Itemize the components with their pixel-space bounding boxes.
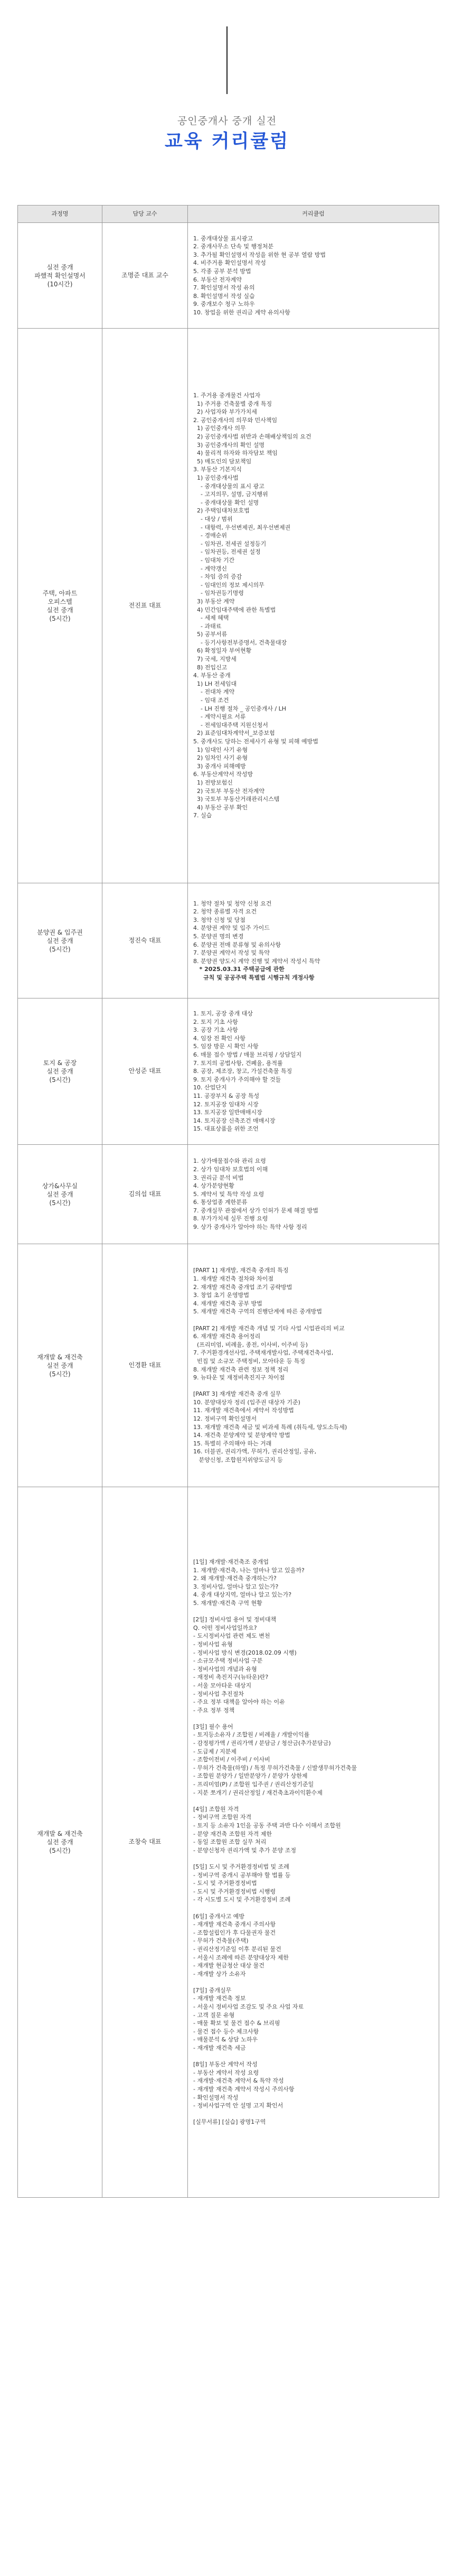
curriculum-line: 6. 부동산 전자계약 (193, 276, 242, 283)
curriculum-line: - 감정평가액 / 권리가액 / 분담금 / 청산금(추가분담금) (193, 1740, 331, 1747)
curriculum-line: - 차임 증의 증감 (193, 573, 242, 581)
curriculum-line: * 2025.03.31 주택공급에 관한 (193, 966, 285, 973)
header-curriculum: 커리큘럼 (188, 206, 439, 223)
curriculum-line: 9. 상가 중개사가 알아야 하는 특약 사항 정리 (193, 1224, 307, 1231)
course-name-line: 분양권 & 입주권 (37, 928, 83, 936)
curriculum-line (193, 1714, 434, 1723)
curriculum-line: 6. 통상업종 계한분류 (193, 1199, 248, 1206)
curriculum-line: 1) 임대인 사기 유형 (193, 746, 248, 753)
course-name-line: 재개발 & 재건축 (37, 1353, 83, 1361)
curriculum-line: 4. 비주거용 확인설명서 작성 (193, 259, 266, 267)
curriculum-line: 11. 재개발 재건축에서 계약서 작성방법 (193, 1407, 294, 1414)
course-name-line: 파했적 확인설명서 (34, 272, 86, 279)
curriculum-line: - 임대차 기간 (193, 556, 235, 564)
curriculum-line: 6. 부동산계약서 작성방 (193, 771, 253, 778)
curriculum-line: 15. 대표상품을 위한 조언 (193, 1125, 259, 1133)
curriculum-line: 6. 매물 접수 방법 / 매물 브리핑 / 상담일지 (193, 1051, 302, 1059)
curriculum-line: 1. 주거용 중개물건 사업자 (193, 392, 261, 399)
table-body (18, 223, 439, 2198)
curriculum-line: - 토지 등 소유자 1인을 공동 주택 과반 다수 이해서 조합원 (193, 1822, 341, 1830)
course-name-line: 실전 중개 (46, 937, 73, 945)
curriculum-line: [PART 3] 재개발 재건축 중개 실무 (193, 1390, 281, 1398)
curriculum-line (193, 2052, 434, 2061)
curriculum-line: 8. 재개발 재건축 관련 정보 정책 정리 (193, 1366, 289, 1373)
curriculum-line: 1. 상가매물접수와 관리 요령 (193, 1158, 266, 1165)
curriculum-line: 1) 공인중개사법 (193, 474, 239, 481)
curriculum-line (193, 1854, 434, 1863)
curriculum-line (193, 2110, 434, 2118)
curriculum-line: 3) 공인중개사의 확인 설명 (193, 441, 265, 449)
curriculum-line: - 재개발 상가 소유자 (193, 1970, 246, 1977)
curriculum-line: - 주요 정부 대책을 알아야 하는 이유 (193, 1698, 285, 1706)
curriculum-line: 7. 주거환경개선사업, 주택재개발사업, 주택재건축사업, (193, 1349, 334, 1357)
curriculum-line: - 서울시 조례에 따른 분양대상자 제한 (193, 1954, 289, 1961)
curriculum-line: 1) 공인중개사 의무 (193, 425, 246, 432)
curriculum-line: 3. 정비사업, 얼마나 알고 있는가? (193, 1583, 279, 1590)
curriculum-line: - 재개발 재건축 중개시 주의사항 (193, 1921, 276, 1928)
curriculum-line: - 정비사업 추진절차 (193, 1690, 244, 1697)
curriculum-line: - 권리산정기준일 이후 분리된 물건 (193, 1945, 281, 1953)
curriculum-line: 3. 부동산 기본지식 (193, 466, 242, 473)
course-name-line: 상가&사무실 (42, 1182, 78, 1190)
curriculum-line: 4. 재개발 재건축 공부 방법 (193, 1300, 262, 1307)
curriculum-line: 2. 공인중개사의 의무와 민사책임 (193, 416, 278, 424)
curriculum-line: 4. 상가분양현황 (193, 1182, 234, 1190)
course-name-cell (18, 329, 102, 883)
curriculum-line: 2) 표준임대차계약서_보증보험 (193, 730, 275, 737)
curriculum-line: 2) 국토부 부동산 전자계약 (193, 787, 265, 795)
curriculum-line: 5. 분양권 명의 변경 (193, 932, 244, 940)
curriculum-line: 2) 임차인 사기 유형 (193, 754, 248, 762)
curriculum-line: 3. 창업 초기 운영방법 (193, 1292, 249, 1299)
header-subtitle: 공인중개사 중개 실전 (177, 115, 277, 127)
curriculum-line: 11. 공장부지 & 공장 특성 (193, 1092, 260, 1099)
table-row (18, 329, 439, 883)
curriculum-line: 7) 국세, 지방세 (193, 656, 237, 663)
curriculum-line: - 재개발 재건축 정보 (193, 1995, 246, 2002)
curriculum-line: - 매물분석 & 상담 노하우 (193, 2036, 258, 2043)
table-row (18, 1487, 439, 2198)
curriculum-line: 1. 청약 절차 및 청약 신청 요건 (193, 900, 272, 907)
curriculum-line: 10. 분양대상자 정리 (입주권 대상자 기준) (193, 1398, 300, 1406)
curriculum-line: [6일] 중개사고 예방 (193, 1912, 244, 1920)
curriculum-line: 7. 토지의 공법사항, 건폐율, 용적률 (193, 1059, 283, 1067)
curriculum-line: - 소규모주택 정비사업 구분 (193, 1657, 263, 1665)
curriculum-line: 4. 부동산 중개 (193, 672, 231, 679)
curriculum-line: [8일] 부동산 계약서 작성 (193, 2061, 258, 2068)
curriculum-line: 5. 중개사도 당하는 전세사기 유형 및 피해 예방법 (193, 738, 318, 745)
curriculum-line: 2. 왜 재개발·재건축 중개하는가? (193, 1575, 277, 1582)
curriculum-line: 8. 분양권 양도시 계약 진행 및 계약서 작성시 특약 (193, 957, 320, 965)
curriculum-line: 4) 부동산 공부 확인 (193, 804, 248, 811)
curriculum-line: 15. 특별히 주의해야 하는 거래 (193, 1440, 272, 1447)
course-name-line: 실전 중개 (46, 1190, 73, 1198)
curriculum-line: 10. 창업을 위한 권리금 계약 유의사항 (193, 309, 290, 316)
curriculum-line: 1. 중개대상물 표시광고 (193, 235, 253, 242)
curriculum-line: 7. 실습 (193, 812, 212, 819)
professor-cell: 정진숙 대표 (102, 883, 188, 998)
curriculum-line: - 부동산 계약서 작성 요령 (193, 2069, 259, 2076)
curriculum-line: 빈집 및 소규모 주택정비, 모아타운 등 특징 (193, 1357, 306, 1365)
course-name-cell (18, 1487, 102, 2198)
curriculum-line: [실무서류] [실습] 광명1구역 (193, 2118, 266, 2126)
curriculum-line: - 정비사업의 개념과 유형 (193, 1665, 257, 1673)
curriculum-line: - 계약시필요 서류 (193, 713, 246, 721)
professor-cell: 인경환 대표 (102, 1244, 188, 1487)
curriculum-line: 5. 계약서 및 특약 작성 요령 (193, 1190, 264, 1198)
curriculum-line: [2일] 정비사업 용어 및 정비대책 (193, 1616, 277, 1623)
curriculum-line: 8. 공장, 제조장, 창고, 가설건축물 특징 (193, 1068, 292, 1075)
curriculum-line: - 등기사항전부증명서, 건축물대장 (193, 639, 287, 646)
curriculum-line (193, 1904, 434, 1912)
curriculum-line: - 조합원 분양가 / 일반분양가 / 분양가 상한제 (193, 1772, 308, 1780)
curriculum-line: - 프리미엄(P) / 조합원 입주권 / 권리산정기준일 (193, 1781, 314, 1788)
curriculum-line: [5일] 도시 및 주거환경정비법 및 조례 (193, 1863, 289, 1870)
curriculum-cell (188, 1244, 439, 1487)
curriculum-line: 2. 토지 기초 사항 (193, 1018, 238, 1025)
curriculum-line: - 확인설명서 작성 (193, 2094, 239, 2101)
course-name-cell (18, 883, 102, 998)
professor-cell: 김의섭 대표 (102, 1145, 188, 1244)
curriculum-line: - 재정비 촉진지구(뉴타운)란? (193, 1674, 269, 1681)
curriculum-line: - 임차권, 전세권 설정등기 (193, 540, 267, 547)
curriculum-line: 규칙 및 공공주택 특별법 시행규칙 개정사항 (193, 974, 315, 981)
curriculum-line: (프리미엄, 비례율, 종전, 이사비, 이주비 등) (193, 1341, 308, 1348)
curriculum-line: 4. 임장 전 확인 사항 (193, 1034, 245, 1042)
curriculum-line: 7. 확인설명서 작성 유의 (193, 284, 255, 292)
curriculum-line: - 물건 접수 등수 체크사항 (193, 2028, 259, 2035)
curriculum-line: 4) 물리적 하자와 하자담보 책임 (193, 450, 278, 457)
course-name-cell (18, 223, 102, 329)
curriculum-cell (188, 883, 439, 998)
curriculum-line (193, 1797, 434, 1805)
curriculum-line: - 임차권등기명령 (193, 590, 244, 597)
professor-cell: 조명준 대표 교수 (102, 223, 188, 329)
curriculum-line: - 재개발 재건축 세금 (193, 2045, 246, 2052)
curriculum-line: - 도시 및 주거환경정비법 (193, 1880, 257, 1887)
curriculum-line: 13. 토지공장 일반매매시장 (193, 1109, 262, 1116)
curriculum-line: 3. 공장 기초 사항 (193, 1026, 238, 1034)
course-name-line: (5시간) (49, 1847, 71, 1854)
decorative-vertical-line (226, 26, 228, 94)
curriculum-line: 6) 확정일자 부여현황 (193, 647, 252, 655)
curriculum-line: 1. 재개발·재건축, 나는 얼마나 알고 있을까? (193, 1566, 305, 1574)
curriculum-line: - 고객 질문 유형 (193, 2011, 235, 2019)
curriculum-line: 8. 확인설명서 작성 실습 (193, 292, 255, 300)
curriculum-line: - 주요 정부 정책 (193, 1706, 235, 1714)
course-name-line: 실전 중개 (46, 1361, 73, 1369)
curriculum-line: [3일] 필수 용어 (193, 1723, 233, 1730)
course-name-cell (18, 1244, 102, 1487)
curriculum-line: [1일] 재개발·재건축조 중개업 (193, 1558, 269, 1566)
curriculum-line: - 분양 재건축 조합원 자격 제한 (193, 1830, 272, 1837)
curriculum-line: - 임대 조건 (193, 697, 229, 704)
professor-cell: 전진표 대표 (102, 329, 188, 883)
curriculum-line: - 지분 쪼개기 / 권리산정일 / 재건축초과이익환수제 (193, 1789, 323, 1796)
course-name-line: 실전 중개 (46, 1838, 73, 1846)
curriculum-line: [7일] 중개실무 (193, 1986, 232, 1994)
curriculum-line: 1) 전방보험신 (193, 779, 233, 786)
curriculum-line: [4일] 조합원 자격 (193, 1805, 239, 1813)
curriculum-line: - 무허가 건축물(주택) (193, 1937, 249, 1945)
course-name-line: (5시간) (49, 1199, 71, 1207)
curriculum-line: 6. 분양권 전매 분류형 및 유의사항 (193, 941, 281, 948)
course-name-line: 실전 중개 (46, 606, 73, 614)
curriculum-cell (188, 1487, 439, 2198)
course-name-cell (18, 1145, 102, 1244)
curriculum-line: 1) LH 전세임대 (193, 680, 237, 687)
curriculum-line: - 경매순위 (193, 532, 227, 539)
curriculum-line: 4. 분양권 계약 및 입주 가이드 (193, 925, 270, 932)
curriculum-line: 1) 주거용 건축물별 중개 특징 (193, 400, 272, 407)
curriculum-line: 2. 청약 종류별 자격 요건 (193, 908, 257, 916)
curriculum-line: - 고지의무, 설명, 금지행위 (193, 491, 268, 498)
curriculum-line: 9. 뉴타운 및 재정비촉진지구 차이점 (193, 1374, 285, 1382)
curriculum-line: 분양신청, 조합원지위양도금지 등 (193, 1457, 283, 1464)
curriculum-line: - 분양신청자 권리가액 및 추가 분양 조정 (193, 1846, 296, 1854)
curriculum-line: - 계약갱신 (193, 565, 227, 572)
curriculum-line: 8. 부가가치세 실무 진행 요령 (193, 1215, 268, 1222)
curriculum-line: 2) 주택임대차보호법 (193, 507, 250, 515)
curriculum-line: - 재개발 재건축 계약서 작성시 주의사항 (193, 2086, 295, 2093)
curriculum-cell (188, 998, 439, 1145)
curriculum-line: - 대상 / 범위 (193, 515, 233, 522)
curriculum-line: 4. 중개 대상지역, 얼마나 알고 있는가? (193, 1591, 292, 1599)
curriculum-line: - 재개발 현금청산 대상 물건 (193, 1962, 264, 1970)
curriculum-line: - 도급제 / 지분제 (193, 1748, 237, 1755)
table-row (18, 223, 439, 329)
curriculum-line: 3. 권리금 분석 비법 (193, 1174, 244, 1181)
curriculum-cell (188, 223, 439, 329)
professor-cell: 안성준 대표 (102, 998, 188, 1145)
course-name-line: (5시간) (49, 945, 71, 953)
curriculum-line: 1. 토지, 공장 중개 대상 (193, 1010, 253, 1018)
course-name-line: 재개발 & 재건축 (37, 1830, 83, 1837)
curriculum-line: - 임차권등, 전세권 설정 (193, 548, 261, 556)
curriculum-line: - 토지등소유자 / 조합원 / 비례율 / 개발이익률 (193, 1731, 310, 1739)
curriculum-line: 12. 정비구역 확인설명서 (193, 1415, 257, 1423)
curriculum-line: Q. 어떤 정비사업일까요? (193, 1624, 257, 1631)
curriculum-line: 4) 민간임대주택에 관한 특별법 (193, 606, 276, 613)
curriculum-line: [PART 1] 재개발, 재건축 중개의 특징 (193, 1267, 289, 1274)
course-name-cell (18, 998, 102, 1145)
curriculum-line: 6. 재개발 재건축 용어정리 (193, 1333, 261, 1340)
curriculum-line: 7. 분양권 계약서 작성 및 특약 (193, 949, 270, 957)
curriculum-line: - 임대인의 정보 제시의무 (193, 581, 264, 589)
curriculum-line: - 정비사업 방식 변경(2018.02.09 시행) (193, 1649, 297, 1656)
curriculum-line: 5. 재개발·재건축 구역 현황 (193, 1599, 262, 1607)
table-row (18, 998, 439, 1145)
table-row (18, 1145, 439, 1244)
table-header-row (18, 206, 439, 223)
curriculum-line: - 서울 모아타운 대상지 (193, 1682, 252, 1689)
curriculum-cell (188, 329, 439, 883)
curriculum-table (17, 205, 439, 2198)
curriculum-line: [PART 2] 재개발 재건축 개념 및 기타 사업 시업관리의 비교 (193, 1324, 345, 1332)
curriculum-line: 16. 더블권, 권리가액, 무허가, 권리산정일, 공유, (193, 1448, 317, 1455)
curriculum-line: 9. 중개보수 청구 노하우 (193, 301, 255, 308)
curriculum-line: - 중개대상물의 표시 광고 (193, 482, 264, 490)
table-row (18, 883, 439, 998)
curriculum-line: 2. 중개사무소 단속 및 행정처분 (193, 243, 273, 250)
curriculum-line: - LH 진행 절차 _ 공인중개사 / LH (193, 705, 287, 712)
curriculum-line: 3) 국토부 부동산거래관리시스템 (193, 796, 280, 803)
curriculum-line: 3. 추가될 확인설명서 작성을 위한 현 공부 열람 방법 (193, 251, 326, 258)
curriculum-line: 5. 임장 방문 시 확인 사항 (193, 1043, 259, 1050)
curriculum-line: - 정비사업구역 안 설명 고지 확인서 (193, 2102, 283, 2110)
curriculum-line: 9. 토지 중개사가 주의해야 할 것들 (193, 1076, 281, 1083)
curriculum-line: - 세제 혜택 (193, 614, 229, 622)
curriculum-line: 7. 중개실무 관점에서 상가 인허가 문제 해결 방법 (193, 1207, 318, 1214)
curriculum-line: - 도시정비사업 관련 제도 변천 (193, 1632, 270, 1640)
curriculum-line: 2. 상가 임대차 보호법의 이해 (193, 1165, 268, 1173)
curriculum-line: 10. 산업단지 (193, 1084, 227, 1091)
curriculum-line (193, 1382, 434, 1390)
curriculum-line: - 각 시도별 도시 및 주거환경정비 조례 (193, 1896, 291, 1903)
curriculum-line: - 조합설립인가 후 다물권자 물건 (193, 1929, 276, 1936)
curriculum-line: - 조합이전비 / 이주비 / 이사비 (193, 1756, 270, 1763)
course-name-line: 오피스텔 (48, 598, 72, 605)
curriculum-line: 3) 중개사 피해예방 (193, 762, 246, 770)
curriculum-line: - 전대차 계약 (193, 688, 235, 696)
course-name-line: 주택, 아파트 (42, 589, 78, 597)
course-name-line: (5시간) (49, 1076, 71, 1084)
curriculum-line: 8) 전입신고 (193, 664, 228, 671)
curriculum-line: 2) 공인중개사법 위반과 손해배상책임의 요건 (193, 433, 311, 441)
curriculum-line: 1. 재개발 재건축 절차와 차이점 (193, 1275, 273, 1282)
curriculum-line: - 과태료 (193, 622, 222, 630)
course-name-line: (5시간) (49, 614, 71, 622)
curriculum-line: 3. 청약 신청 및 당첨 (193, 916, 245, 923)
course-name-line: (5시간) (49, 1370, 71, 1378)
curriculum-line: 13. 재개발 재건축 세금 및 비과세 특례 (취득세, 양도소득세) (193, 1423, 347, 1431)
course-name-line: (10시간) (47, 280, 73, 288)
curriculum-line (193, 1608, 434, 1616)
header-course: 과정명 (18, 206, 102, 223)
curriculum-line: - 무허가 건축물(하영) / 특정 무허가건축물 / 신발생무허가건축물 (193, 1764, 357, 1771)
curriculum-line: 5) 공부서류 (193, 631, 228, 638)
curriculum-line: - 중개대상물 확인 설명 (193, 499, 259, 506)
curriculum-line: - 동일 조합원 조합 실무 처리 (193, 1838, 267, 1846)
course-name-line: 실전 중개 (46, 1068, 73, 1075)
course-name-line: 토지 & 공장 (43, 1059, 77, 1067)
header-title: 교육 커리큘럼 (164, 131, 290, 152)
curriculum-line: - 정비사업 유형 (193, 1640, 233, 1648)
curriculum-line: 5. 각종 공부 분석 방법 (193, 267, 251, 275)
curriculum-header (0, 0, 454, 172)
curriculum-line: - 대항력, 우선변제권, 최우선변제권 (193, 524, 291, 531)
curriculum-line (193, 1316, 434, 1324)
curriculum-line: - 매물 확보 및 물건 접수 & 브리핑 (193, 2020, 280, 2027)
curriculum-line: 5) 매도인의 담보책임 (193, 458, 252, 465)
curriculum-line (193, 1978, 434, 1986)
curriculum-line: 14. 재건축 분양계약 및 분양계약 방법 (193, 1432, 290, 1439)
professor-cell: 조창숙 대표 (102, 1487, 188, 2198)
curriculum-line: - 정비구역 중개시 공부해야 할 법률 등 (193, 1871, 291, 1879)
curriculum-line: - 도시 및 주거환경정비법 시행령 (193, 1888, 276, 1895)
curriculum-cell (188, 1145, 439, 1244)
curriculum-line: - 정비구역 조합원 자격 (193, 1814, 252, 1821)
curriculum-line: 12. 토지공장 임대차 시장 (193, 1100, 259, 1108)
header-professor: 담당 교수 (102, 206, 188, 223)
curriculum-line: 2) 사업자와 부가가치세 (193, 408, 257, 416)
curriculum-line: 14. 토지공장 신축조건 매매시장 (193, 1117, 276, 1124)
course-name-line: 실전 중개 (46, 263, 73, 271)
curriculum-line: 2. 재개발 재건축 중개업 조기 공략방법 (193, 1283, 292, 1291)
curriculum-line: 3) 부동산 계약 (193, 598, 235, 605)
table-row (18, 1244, 439, 1487)
curriculum-line: - 서울시 정비사업 조감도 및 주요 사업 자료 (193, 2003, 304, 2011)
curriculum-line: 5. 재개발 재건축 구역의 진행단계에 따른 중개방법 (193, 1308, 322, 1315)
curriculum-line: - 전세임대주택 지원신청서 (193, 721, 268, 729)
curriculum-line: - 재개발·재건축 계약서 & 특약 작성 (193, 2077, 284, 2085)
